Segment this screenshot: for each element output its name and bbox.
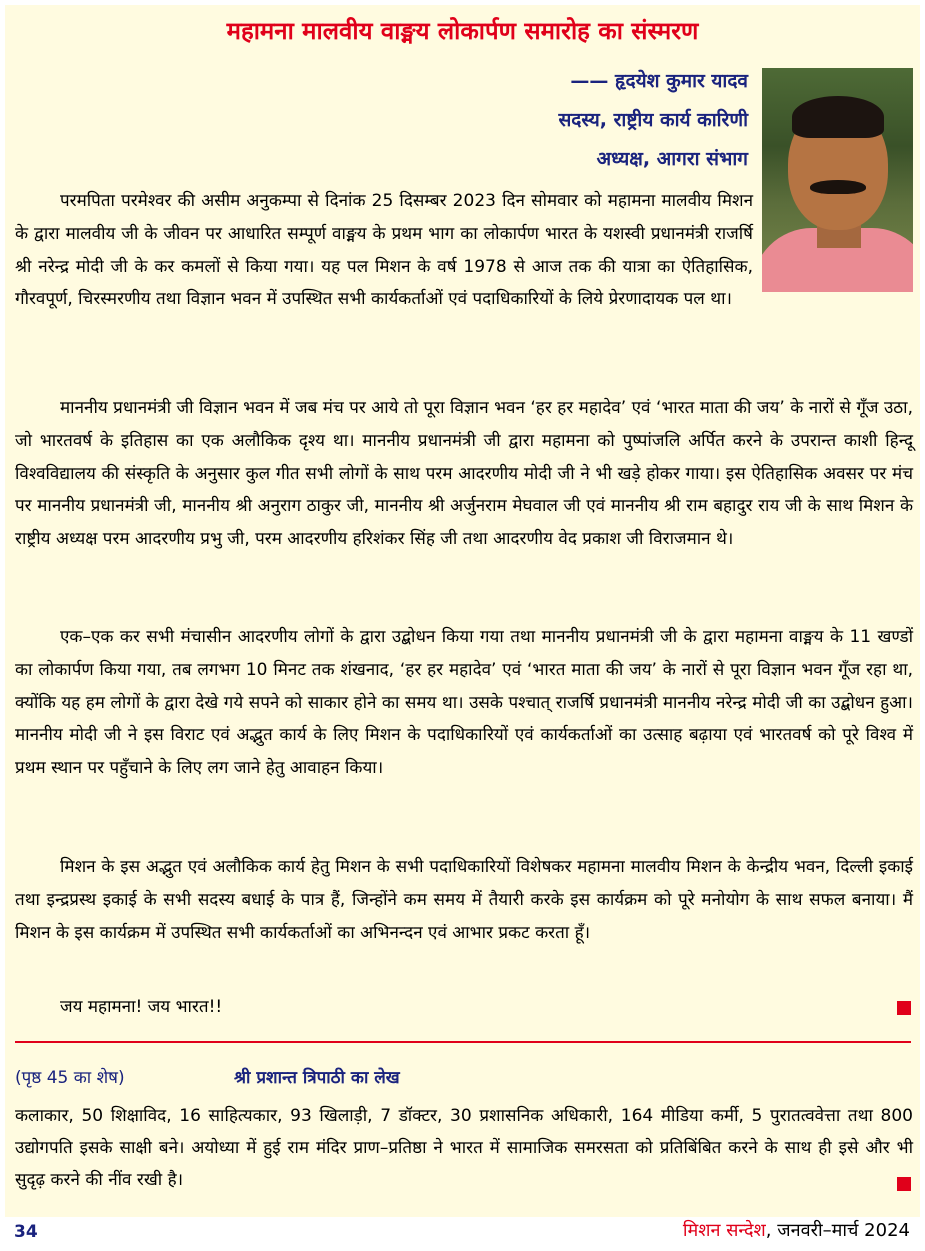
issue-footer (683, 1218, 910, 1244)
author-role: सदस्य, राष्ट्रीय कार्य कारिणी (558, 109, 748, 131)
continuation-text: कलाकार, 50 शिक्षाविद, 16 साहित्यकार, 93 खिलाड़ी, 7 डॉक्टर, 30 प्रशासनिक अधिकारी, 164 मीडिया कर्मी, 5 पुरातत्ववेत्ता तथा 800 उद्योगपति इसके साक्षी बने। अयोध्या में हुई राम मंदिर प्राण–प्रतिष्ठा ने भारत में सामाजिक समरसता को प्रतिबिंबित करने के साथ ही इसे और भी सुदृढ़ करने की नींव रखी है। (15, 1106, 913, 1190)
author-position: अध्यक्ष, आगरा संभाग (596, 148, 748, 170)
page-number: 34 (14, 1222, 38, 1242)
end-mark-icon (897, 1001, 911, 1015)
article-paragraph-2: माननीय प्रधानमंत्री जी विज्ञान भवन में जब मंच पर आये तो पूरा विज्ञान भवन ‘हर हर महादेव’ एवं ‘भारत माता की जय’ के नारों से गूँज उठा, जो भारतवर्ष के इतिहास का एक अलौकिक दृश्य था। माननीय प्रधानमंत्री जी द्वारा महामना को पुष्पांजलि अर्पित करने के उपरान्त काशी हिन्दू विश्वविद्यालय की संस्कृति के अनुसार कुल गीत सभी लोगों के साथ परम आदरणीय मोदी जी ने भी खड़े होकर गाया। इस ऐतिहासिक अवसर पर मंच पर माननीय प्रधानमंत्री जी, माननीय श्री अनुराग ठाकुर जी, माननीय श्री अर्जुनराम मेघवाल जी एवं माननीय श्री राम बहादुर राय जी के साथ मिशन के राष्ट्रीय अध्यक्ष परम आदरणीय प्रभु जी, परम आदरणीय हरिशंकर सिंह जी तथा आदरणीय वेद प्रकाश जी विराजमान थे। (15, 398, 913, 550)
issue-date: , जनवरी–मार्च 2024 (765, 1220, 910, 1241)
continuation-title: श्री प्रशान्त त्रिपाठी का लेख (234, 1068, 400, 1088)
article-title: महामना मालवीय वाङ्मय लोकार्पण समारोह का संस्मरण (226, 17, 699, 45)
article-paragraph-1 (15, 185, 913, 316)
continuation-ref: (पृष्ठ 45 का शेष) (15, 1068, 125, 1088)
article-closing: जय महामना! जय भारत!! (60, 997, 223, 1017)
article-paragraph-4: मिशन के इस अद्भुत एवं अलौकिक कार्य हेतु मिशन के सभी पदाधिकारियों विशेषकर महामना मालवीय मिशन के केन्द्रीय भवन, दिल्ली इकाई तथा इन्द्रप्रस्थ इकाई के सभी सदस्य बधाई के पात्र हैं, जिन्होंने कम समय में तैयारी करके इस कार्यक्रम को पूरे मनोयोग के साथ सफल बनाया। मैं मिशन के इस कार्यक्रम में उपस्थित सभी कार्यकर्ताओं का अभिनन्दन एवं आभार प्रकट करता हूँ। (15, 857, 913, 943)
article-paragraph-1-text: परमपिता परमेश्वर की असीम अनुकम्पा से दिनांक 25 दिसम्बर 2023 दिन सोमवार को महामना मालवीय मिशन के द्वारा मालवीय जी के जीवन पर आधारित सम्पूर्ण वाङ्मय के प्रथम भाग का लोकार्पण भारत के यशस्वी प्रधानमंत्री राजर्षि श्री नरेन्द्र मोदी जी के कर कमलों से किया गया। यह पल मिशन के वर्ष 1978 से आज तक की यात्रा का ऐतिहासिक, गौरवपूर्ण, चिरस्मरणीय तथा विज्ञान भवन में उपस्थित सभी कार्यकर्ताओं एवं पदाधिकारियों के लिये प्रेरणादायक पल था। (15, 191, 753, 310)
author-name: —— हृदयेश कुमार यादव (570, 70, 748, 92)
end-mark-icon (897, 1177, 911, 1191)
article-paragraph-3: एक–एक कर सभी मंचासीन आदरणीय लोगों के द्वारा उद्बोधन किया गया तथा माननीय प्रधानमंत्री जी के द्वारा महामना वाङ्मय के 11 खण्डों का लोकार्पण किया गया, तब लगभग 10 मिनट तक शंखनाद, ‘हर हर महादेव’ एवं ‘भारत माता की जय’ के नारों से पूरा विज्ञान भवन गूँज रहा था, क्योंकि यह हम लोगों के द्वारा देखे गये सपने को साकार होने का समय था। उसके पश्चात् राजर्षि प्रधानमंत्री माननीय नरेन्द्र मोदी जी का उद्बोधन हुआ। माननीय मोदी जी ने इस विराट एवं अद्भुत कार्य के लिए मिशन के पदाधिकारियों एवं कार्यकर्ताओं का उत्साह बढ़ाया एवं भारतवर्ष को पूरे विश्व में प्रथम स्थान पर पहुँचाने के लिए लग जाने हेतु आवाहन किया। (15, 627, 913, 779)
section-divider (15, 1041, 911, 1043)
article-page (5, 5, 920, 1217)
magazine-name: मिशन सन्देश (682, 1220, 766, 1241)
